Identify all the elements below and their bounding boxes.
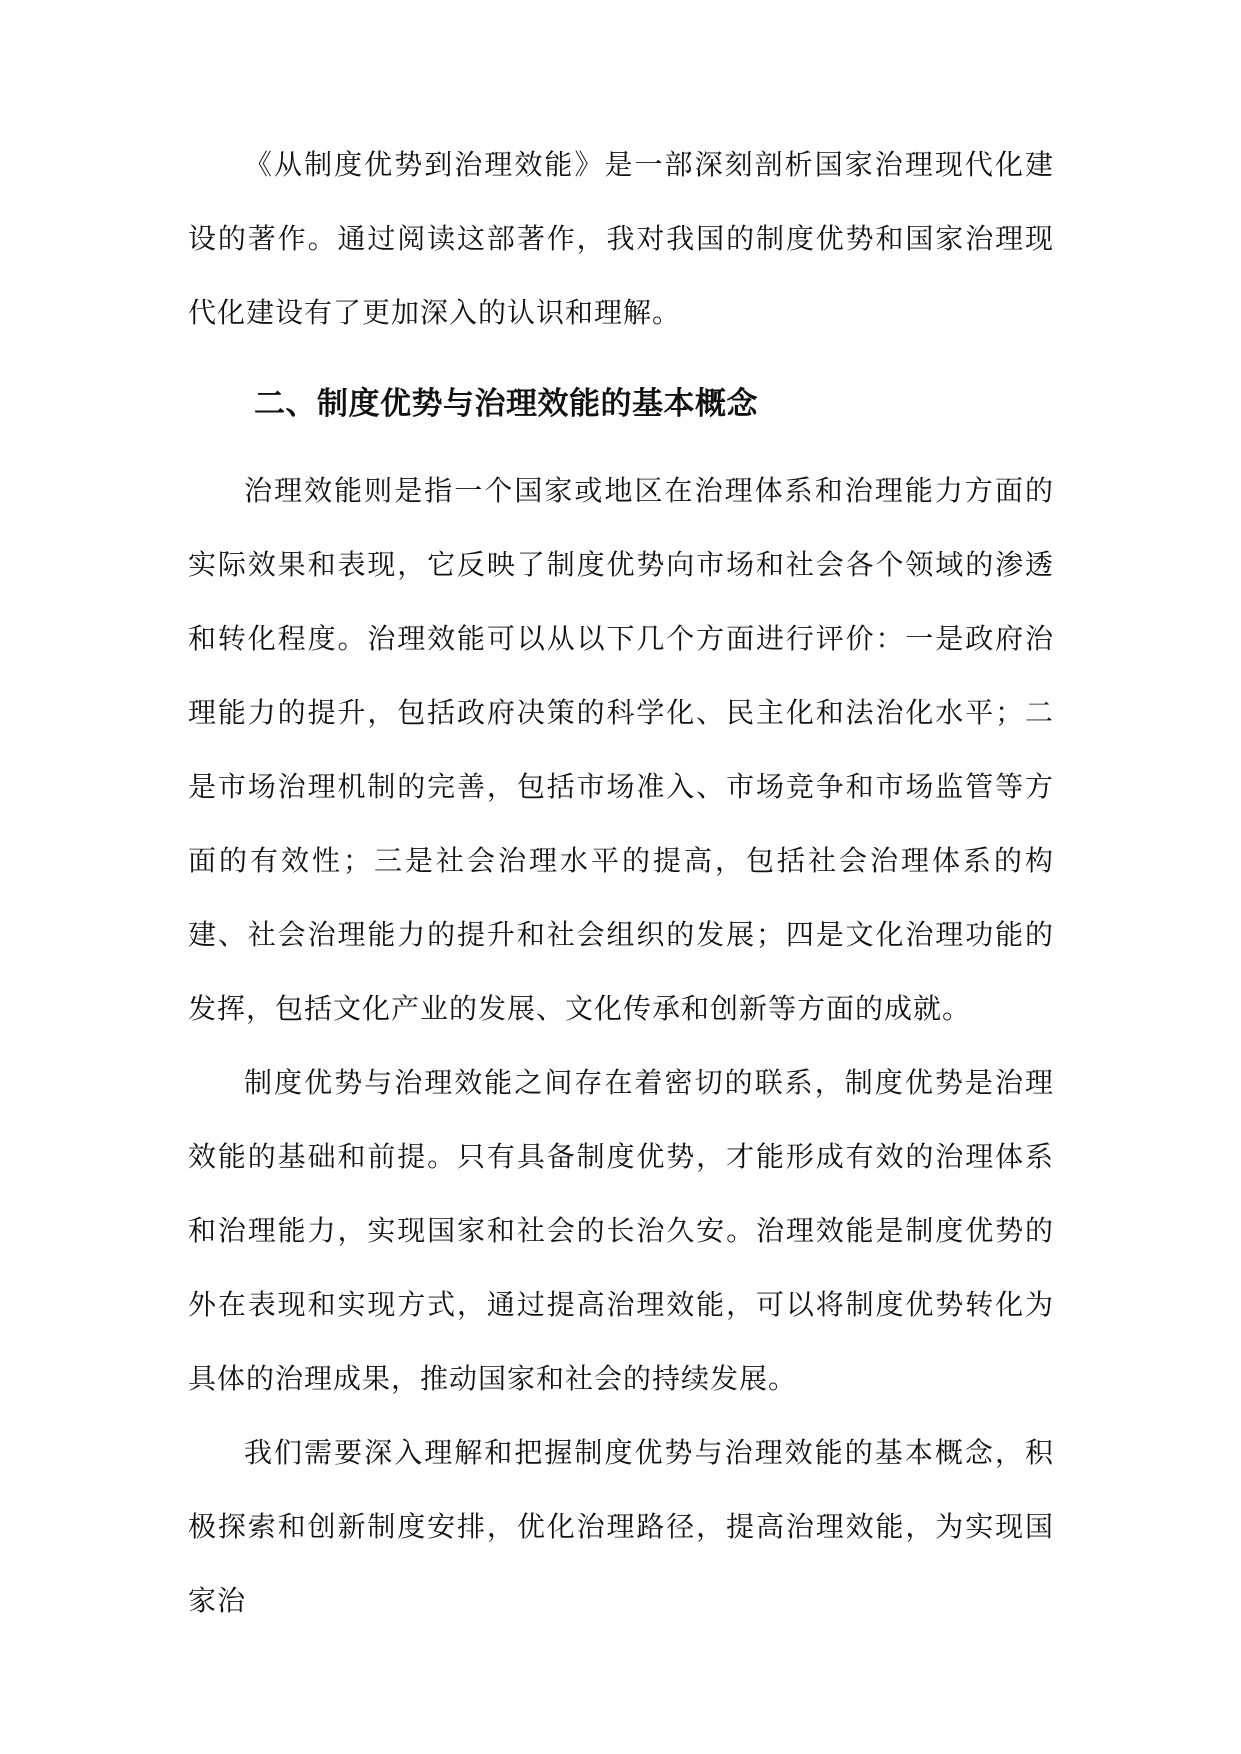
body-paragraph-3: 我们需要深入理解和把握制度优势与治理效能的基本概念，积极探索和创新制度安排，优化治理路径，提高治理效能，为实现国家治 [188,1436,1054,1617]
intro-paragraph: 《从制度优势到治理效能》是一部深刻剖析国家治理现代化建设的著作。通过阅读这部著作，我对我国的制度优势和国家治理现代化建设有了更加深入的认识和理解。 [188,148,1054,329]
body-paragraph-2: 制度优势与治理效能之间存在着密切的联系，制度优势是治理效能的基础和前提。只有具备制度优势，才能形成有效的治理体系和治理能力，实现国家和社会的长治久安。治理效能是制度优势的外在表现和实现方式，通过提高治理效能，可以将制度优势转化为具体的治理成果，推动国家和社会的持续发展。 [188,1066,1054,1395]
body-paragraph-1: 治理效能则是指一个国家或地区在治理体系和治理能力方面的实际效果和表现，它反映了制度优势向市场和社会各个领域的渗透和转化程度。治理效能可以从以下几个方面进行评价：一是政府治理能力的提升，包括政府决策的科学化、民主化和法治化水平；二是市场治理机制的完善，包括市场准入、市场竞争和市场监管等方面的有效性；三是社会治理水平的提高，包括社会治理体系的构建、社会治理能力的提升和社会组织的发展；四是文化治理功能的发挥，包括文化产业的发展、文化传承和创新等方面的成就。 [188,474,1054,1025]
document-body [188,140,1054,1638]
section-heading: 二、制度优势与治理效能的基本概念 [254,386,758,422]
